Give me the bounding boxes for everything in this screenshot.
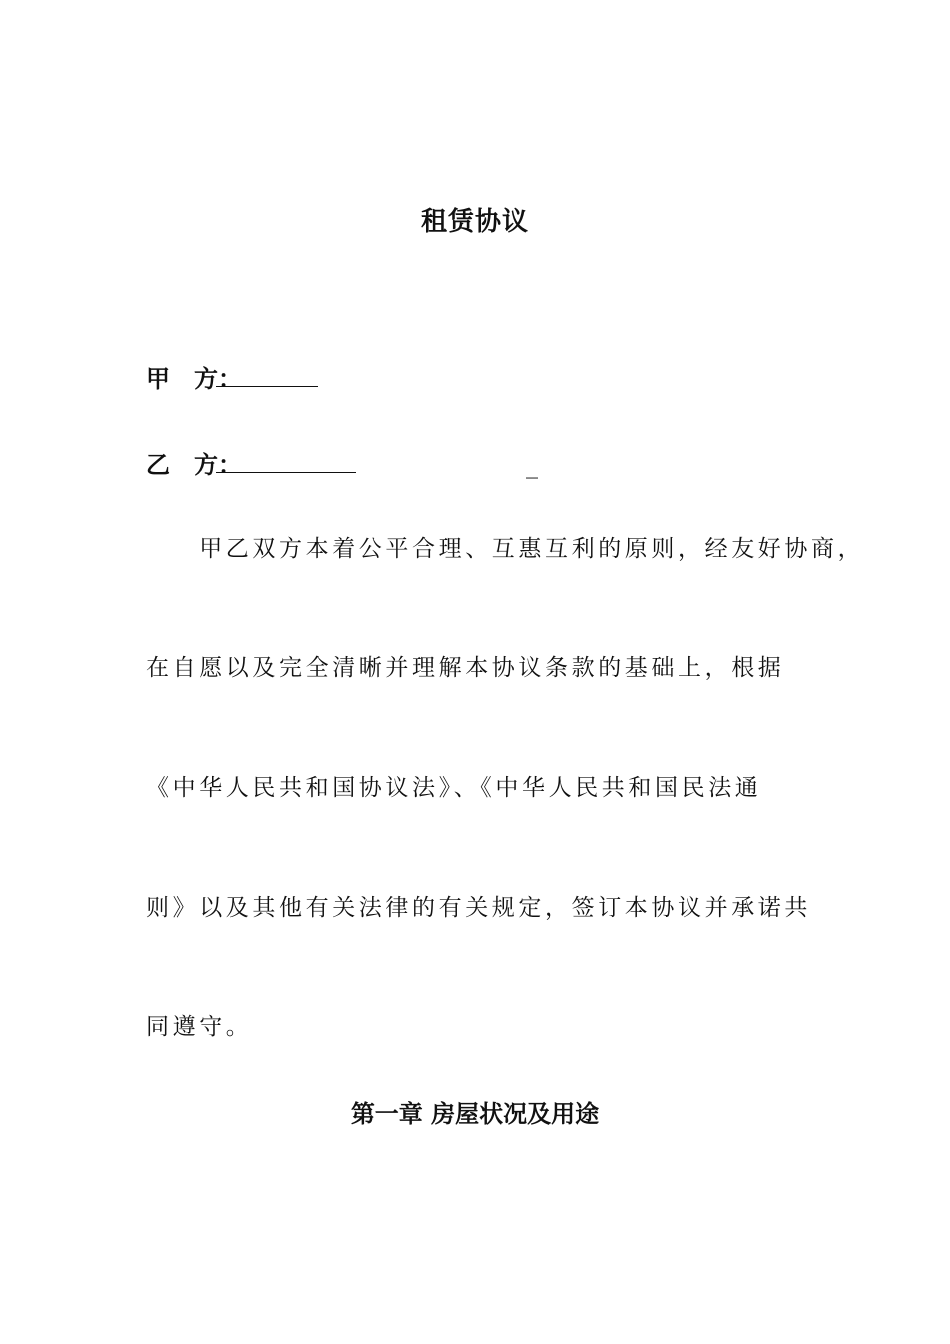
party-a-line [146,362,318,396]
preamble-line-2: 在自愿以及完全清晰并理解本协议条款的基础上，根据 [146,655,785,681]
chapter-heading: 第一章 房屋状况及用途 [350,1099,600,1128]
party-b-line [146,448,538,482]
preamble-line-3: 《中华人民共和国协议法》、《中华人民共和国民法通 [146,775,762,801]
preamble-line-5: 同遵守。 [146,1014,253,1040]
party-b-trailing-mark: _ [526,451,538,479]
party-a-label: 甲 方： [146,364,242,393]
party-b-label: 乙 方： [146,450,242,479]
preamble-line-4: 则》以及其他有关法律的有关规定，签订本协议并承诺共 [146,895,811,921]
document-title: 租赁协议 [420,207,529,237]
party-a-blank [216,364,318,387]
preamble-line-1: 甲乙双方本着公平合理、互惠互利的原则，经友好协商， [146,536,865,562]
party-b-blank [216,450,356,473]
